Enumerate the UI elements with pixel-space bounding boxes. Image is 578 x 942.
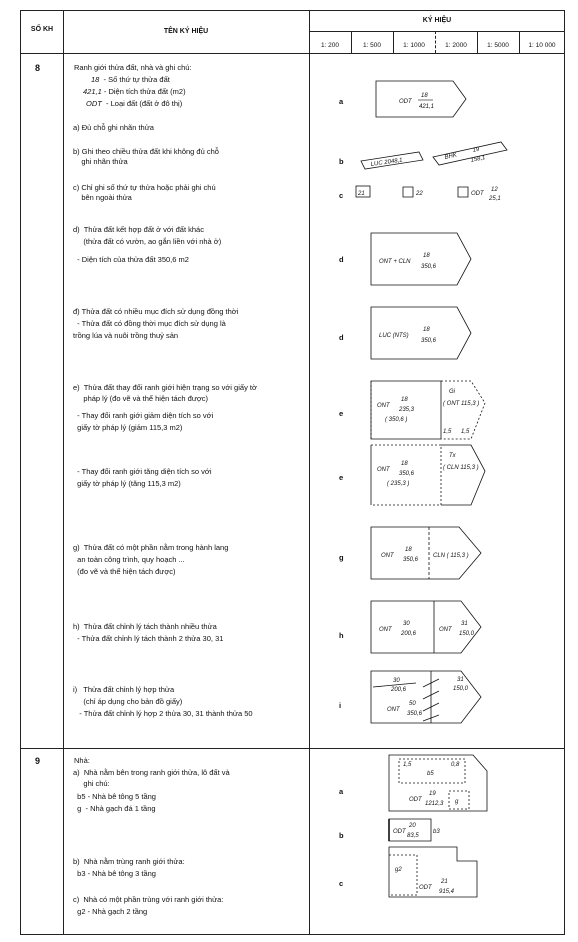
item-i-text: i) Thửa đất chỉnh lý hợp thửa (73, 685, 175, 694)
symbol-text: 18 (423, 253, 430, 259)
house-outline-g2 (389, 855, 417, 895)
symbol-text: 1,5 (443, 429, 452, 435)
symbol-text: g2 (395, 867, 402, 873)
symbol-text: 25,1 (489, 196, 501, 202)
item-a-text: a) Đủ chỗ ghi nhãn thửa (73, 123, 154, 132)
header-ten-ky-hieu: TÊN KÝ HIỆU (163, 28, 209, 35)
parcel-outline-e2-ext (441, 445, 485, 505)
item-e2-text: giấy tờ pháp lý (tăng 115,3 m2) (73, 479, 181, 488)
symbol-text: ODT (399, 99, 412, 105)
section-number: 8 (35, 63, 41, 73)
item-b-text: b) Ghi theo chiều thửa đất khi không đủ chỗ (73, 147, 219, 156)
scale-label: 1: 1000 (403, 42, 425, 49)
legend-text: - Loại đất (đất ở đô thị) (106, 99, 183, 108)
symbol-text: 30 (393, 678, 400, 684)
symbol-text: 150,0 (453, 686, 469, 692)
symbol-text: ONT (381, 553, 394, 559)
item-9c-text: g2 - Nhà gạch 2 tầng (73, 907, 148, 916)
item-9b-text: b3 - Nhà bê tông 3 tầng (73, 869, 156, 878)
legend-table (20, 10, 565, 935)
symbol-text: 350,6 (407, 711, 423, 717)
item-e-text: e) Thửa đất thay đổi ranh giới hiện trạng so với giấy tờ (73, 383, 257, 392)
symbol-text: 12 (491, 187, 498, 193)
symbol-text: b3 (433, 829, 440, 835)
symbol-letter: a (339, 787, 344, 796)
symbol-text: 915,4 (439, 889, 455, 895)
lot-outline-9c (389, 847, 477, 897)
item-9c-text: c) Nhà có một phần trùng với ranh giới thửa: (73, 895, 224, 904)
symbol-text: LUC (NTS) (379, 333, 409, 339)
symbol-text: ONT (379, 627, 392, 633)
scale-label: 1: 10 000 (528, 42, 556, 49)
symbol-text: 350,6 (421, 338, 437, 344)
item-e-text: pháp lý (đo vẽ và thể hiện tách được) (73, 394, 209, 403)
symbol-text: 350,6 (399, 471, 415, 477)
legend-code: ODT (86, 99, 102, 108)
symbol-text: 1212,3 (425, 801, 444, 807)
symbol-letter: c (339, 879, 344, 888)
symbol-letter: i (339, 701, 342, 710)
symbol-text: 0,8 (451, 762, 460, 768)
scale-label: 1: 500 (362, 42, 382, 49)
item-i-text: (chỉ áp dụng cho bản đồ giấy) (73, 697, 183, 706)
symbol-text: 31 (461, 621, 468, 627)
symbol-text: 350,6 (421, 264, 437, 270)
symbol-text: ONT (387, 707, 400, 713)
symbol-text: 421,1 (419, 104, 435, 110)
legend-code: 18 (91, 75, 100, 84)
section-title: Nhà: (74, 756, 90, 765)
item-e1-text: - Thay đổi ranh giới giảm diện tích so với (73, 411, 214, 420)
symbol-text: ONT + CLN (379, 259, 411, 265)
item-9a-text: a) Nhà nằm bên trong ranh giới thửa, lô đất và (73, 768, 230, 777)
legend-code: 421,1 (83, 87, 102, 96)
house-outline-g (449, 791, 469, 809)
symbol-text: b5 (427, 771, 434, 777)
symbol-text: 19 (429, 791, 436, 797)
section-number: 9 (35, 756, 41, 766)
symbol-text: Tx (449, 453, 456, 459)
item-9b-text: b) Nhà nằm trùng ranh giới thửa: (73, 857, 185, 866)
legend-text: - Số thứ tự thửa đất (103, 75, 170, 84)
symbol-letter: d (339, 333, 344, 342)
item-9a-text: b5 - Nhà bê tông 5 tầng (73, 792, 156, 801)
item-h-text: h) Thửa đất chỉnh lý tách thành nhiều thửa (73, 622, 217, 631)
header-ky-hieu: KÝ HIỆU (422, 17, 452, 24)
symbol-text: 1,5 (403, 762, 412, 768)
item-g-text: (đo vẽ và thể hiện tách được) (73, 567, 176, 576)
symbol-text: g (455, 799, 459, 805)
symbol-text: 200,6 (401, 631, 417, 637)
symbol-letter: c (339, 191, 344, 200)
symbol-text: 83,5 (407, 833, 419, 839)
symbol-text: 21 (358, 191, 365, 197)
item-d-text: - Diện tích của thửa đất 350,6 m2 (73, 255, 189, 264)
symbol-text: ONT (439, 627, 452, 633)
header-so-kh: SỐ KH (30, 26, 54, 33)
scale-label: 1: 200 (320, 42, 340, 49)
scale-label: 1: 5000 (487, 42, 509, 49)
symbol-letter: e (339, 473, 344, 482)
symbol-letter: b (339, 831, 344, 840)
symbol-text: ( 235,3 ) (387, 481, 410, 487)
symbol-text: ODT (393, 829, 406, 835)
symbol-text: 31 (457, 677, 464, 683)
item-c-text: c) Chỉ ghi số thứ tự thửa hoặc phải ghi chú (73, 183, 216, 192)
symbol-letter: e (339, 409, 344, 418)
symbol-text: ( 350,6 ) (385, 417, 408, 423)
symbol-text: ODT (471, 191, 484, 197)
item-b-text: ghi nhãn thửa (73, 157, 128, 166)
symbol-text: 18 (401, 397, 408, 403)
item-dd-text: trồng lúa và nuôi trồng thuỷ sản (73, 331, 179, 340)
item-9a-text: g - Nhà gạch đá 1 tầng (73, 804, 156, 813)
item-d-text: d) Thửa đất kết hợp đất ở với đất khác (73, 225, 204, 234)
legend-text: - Diện tích thửa đất (m2) (103, 87, 186, 96)
symbol-drawings (21, 11, 566, 936)
item-c-text: bên ngoài thửa (73, 193, 132, 202)
symbol-letter: h (339, 631, 344, 640)
symbol-letter: g (339, 553, 344, 562)
item-e2-text: - Thay đổi ranh giới tăng diện tích so với (73, 467, 212, 476)
symbol-text: CLN ( 115,3 ) (433, 553, 469, 559)
parcel-outline-i (371, 671, 481, 723)
symbol-text: ONT (377, 403, 390, 409)
symbol-text: 50 (409, 701, 416, 707)
parcel-outline-c2 (403, 187, 413, 197)
symbol-text: 19 (472, 146, 480, 154)
symbol-text: ODT (419, 885, 432, 891)
symbol-text: 158,1 (470, 154, 487, 164)
symbol-text: LUC 2048,1 (370, 157, 403, 168)
symbol-text: 20 (409, 823, 416, 829)
symbol-text: 30 (403, 621, 410, 627)
item-dd-text: - Thửa đất có đồng thời mục đích sử dụng là (73, 319, 226, 328)
symbol-text: 200,6 (391, 687, 407, 693)
section-title: Ranh giới thửa đất, nhà và ghi chú: (74, 63, 192, 72)
parcel-outline-a (376, 81, 466, 117)
parcel-outline-c3 (458, 187, 468, 197)
item-d-text: (thửa đất có vườn, ao gắn liền với nhà ở) (73, 237, 222, 246)
symbol-text: 1,5 (461, 429, 470, 435)
item-e1-text: giấy tờ pháp lý (giảm 115,3 m2) (73, 423, 183, 432)
symbol-letter: b (339, 157, 344, 166)
symbol-text: 18 (405, 547, 412, 553)
symbol-text: 18 (401, 461, 408, 467)
scale-label: 1: 2000 (445, 42, 467, 49)
symbol-text: BHK (444, 152, 458, 161)
symbol-text: 235,3 (399, 407, 415, 413)
symbol-text: ONT (377, 467, 390, 473)
symbol-letter: a (339, 97, 344, 106)
symbol-text: ODT (409, 797, 422, 803)
symbol-text: ( ONT 115,3 ) (443, 401, 480, 407)
symbol-text: 21 (441, 879, 448, 885)
item-dd-text: đ) Thửa đất có nhiều mục đích sử dụng đồng thời (73, 307, 239, 316)
symbol-letter: d (339, 255, 344, 264)
symbol-text: 22 (416, 191, 423, 197)
symbol-text: Gi (449, 389, 455, 395)
item-g-text: an toàn công trình, quy hoạch ... (73, 555, 185, 564)
item-i-text: - Thửa đất chỉnh lý hợp 2 thửa 30, 31 thành thửa 50 (73, 709, 253, 718)
symbol-text: 150,0 (459, 631, 475, 637)
item-g-text: g) Thửa đất có một phần nằm trong hành lang (73, 543, 229, 552)
item-9a-text: ghi chú: (73, 779, 110, 788)
symbol-text: ( CLN 115,3 ) (443, 465, 479, 471)
symbol-text: 18 (423, 327, 430, 333)
symbol-text: 18 (421, 93, 428, 99)
item-h-text: - Thửa đất chỉnh lý tách thành 2 thửa 30, 31 (73, 634, 224, 643)
symbol-text: 350,6 (403, 557, 419, 563)
